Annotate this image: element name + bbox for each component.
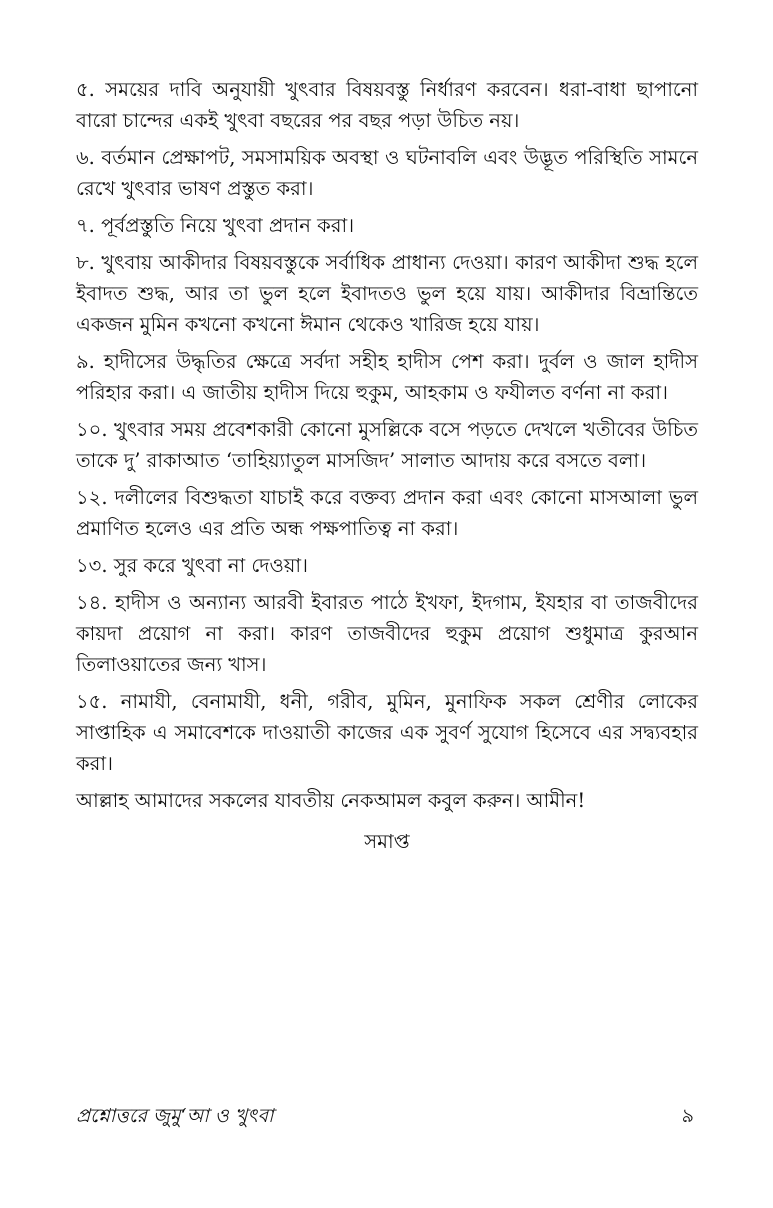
paragraph-point-14: ১৪. হাদীস ও অন্যান্য আরবী ইবারত পাঠে ইখফা, ইদগাম, ইযহার বা তাজবীদের কায়দা প্রয়োগ না করা। কারণ তাজবীদের হুকুম প্রয়োগ শুধুমাত্র কুরআন তিলাওয়াতের জন্য খাস। [76,591,698,676]
closing-prayer: আল্লাহ আমাদের সকলের যাবতীয় নেকআমল কবুল করুন। আমীন! [76,789,586,812]
page-number: ৯ [681,1105,694,1127]
paragraph-point-6: ৬. বর্তমান প্রেক্ষাপট, সমসাময়িক অবস্থা ও ঘটনাবলি এবং উদ্ভূত পরিস্থিতি সামনে রেখে খুৎবার ভাষণ প্রস্তুত করা। [76,146,698,200]
page-footer [76,1102,694,1130]
footer-book-title: প্রশ্নোত্তরে জুমু‘আ ও খুৎবা [76,1105,274,1127]
paragraph-point-10: ১০. খুৎবার সময় প্রবেশকারী কোনো মুসল্লিকে বসে পড়তে দেখলে খতীবের উচিত তাকে দু’ রাকাআত ‘তাহিয়্যাতুল মাসজিদ’ সালাত আদায় করে বসতে বলা। [76,418,698,472]
paragraph-point-13: ১৩. সুর করে খুৎবা না দেওয়া। [76,554,308,577]
paragraph-point-7: ৭. পূর্বপ্রস্তুতি নিয়ে খুৎবা প্রদান করা। [76,214,355,237]
paragraph-point-12: ১২. দলীলের বিশুদ্ধতা যাচাই করে বক্তব্য প্রদান করা এবং কোনো মাসআলা ভুল প্রমাণিত হলেও এর প্রতি অন্ধ পক্ষপাতিত্ব না করা। [76,486,698,540]
end-mark: সমাপ্ত [364,830,410,853]
paragraph-point-15: ১৫. নামাযী, বেনামাযী, ধনী, গরীব, মুমিন, মুনাফিক সকল শ্রেণীর লোকের সাপ্তাহিক এ সমাবেশকে দাওয়াতী কাজের এক সুবর্ণ সুযোগ হিসেবে এর সদ্ব্যবহার করা। [76,690,698,775]
paragraph-point-9: ৯. হাদীসের উদ্ধৃতির ক্ষেত্রে সর্বদা সহীহ হাদীস পেশ করা। দুর্বল ও জাল হাদীস পরিহার করা। এ জাতীয় হাদীস দিয়ে হুকুম, আহকাম ও ফযীলত বর্ণনা না করা। [76,350,698,404]
paragraph-point-8: ৮. খুৎবায় আকীদার বিষয়বস্তুকে সর্বাধিক প্রাধান্য দেওয়া। কারণ আকীদা শুদ্ধ হলে ইবাদত শুদ্ধ, আর তা ভুল হলে ইবাদতও ভুল হয়ে যায়। আকীদার বিভ্রান্তিতে একজন মুমিন কখনো কখনো ঈমান থেকেও খারিজ হয়ে যায়। [76,251,698,336]
page-body [76,74,698,857]
paragraph-point-5: ৫. সময়ের দাবি অনুযায়ী খুৎবার বিষয়বস্তু নির্ধারণ করবেন। ধরা-বাধা ছাপানো বারো চান্দের একই খুৎবা বছরের পর বছর পড়া উচিত নয়। [76,78,698,132]
